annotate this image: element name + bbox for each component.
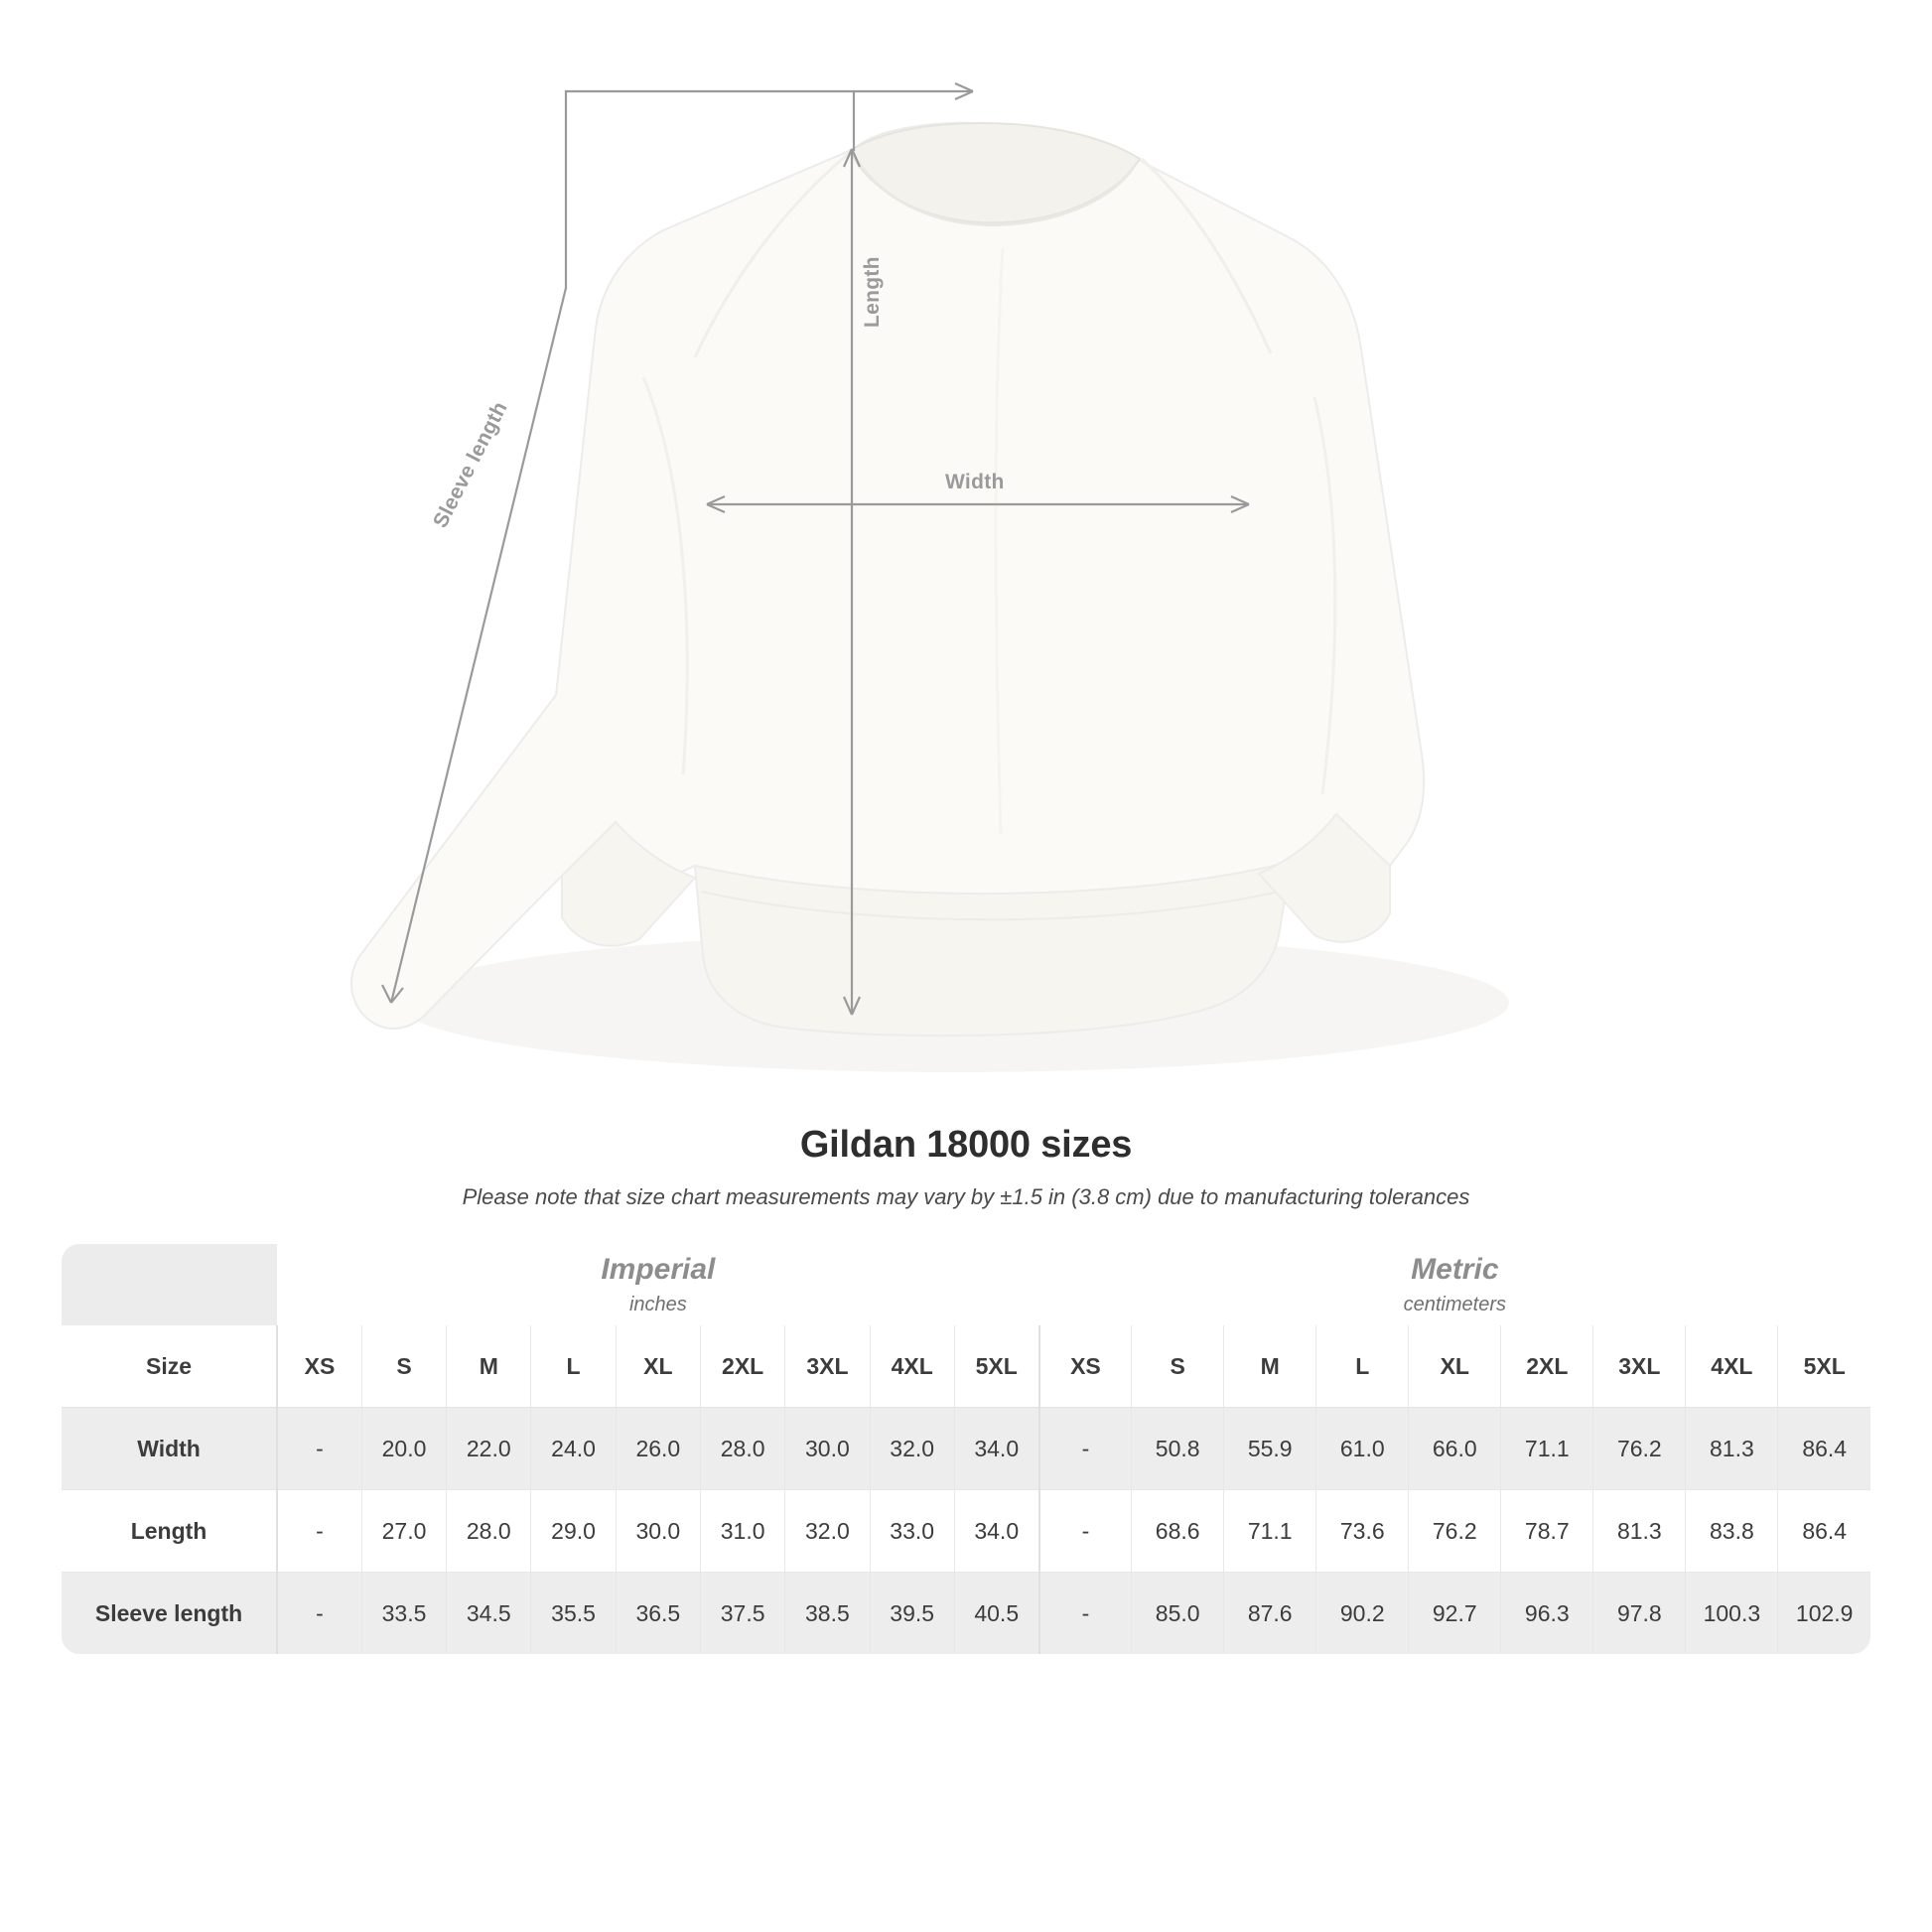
sleeve-imperial-m: 34.5: [447, 1573, 531, 1655]
length-metric-xs: -: [1039, 1490, 1132, 1573]
sleeve-metric-xs: -: [1039, 1573, 1132, 1655]
header-imperial-s: S: [361, 1325, 446, 1408]
length-metric-xl: 76.2: [1409, 1490, 1501, 1573]
sleeve-metric-xl: 92.7: [1409, 1573, 1501, 1655]
size-table-wrapper: [62, 1244, 1870, 1654]
size-table: [62, 1244, 1870, 1654]
sleeve-imperial-xs: -: [277, 1573, 361, 1655]
system-metric: [1039, 1244, 1870, 1325]
sleeve-metric-3xl: 97.8: [1593, 1573, 1686, 1655]
length-metric-3xl: 81.3: [1593, 1490, 1686, 1573]
width-imperial-m: 22.0: [447, 1408, 531, 1490]
width-metric-2xl: 71.1: [1501, 1408, 1593, 1490]
system-row-spacer: [62, 1244, 277, 1325]
page-title: Gildan 18000 sizes: [799, 1124, 1133, 1166]
table-row: [62, 1408, 1870, 1490]
length-imperial-m: 28.0: [447, 1490, 531, 1573]
width-imperial-4xl: 32.0: [870, 1408, 954, 1490]
sleeve-imperial-5xl: 40.5: [954, 1573, 1038, 1655]
sleeve-imperial-xl: 36.5: [616, 1573, 700, 1655]
sleeve-metric-m: 87.6: [1224, 1573, 1316, 1655]
header-metric-5xl: 5XL: [1778, 1325, 1870, 1408]
header-imperial-xs: XS: [277, 1325, 361, 1408]
length-dimension-label: Length: [861, 256, 884, 328]
sleeve-metric-4xl: 100.3: [1686, 1573, 1778, 1655]
row-label-length: Length: [62, 1490, 277, 1573]
header-imperial-l: L: [531, 1325, 616, 1408]
sleeve-metric-l: 90.2: [1316, 1573, 1409, 1655]
width-metric-xs: -: [1039, 1408, 1132, 1490]
width-metric-l: 61.0: [1316, 1408, 1409, 1490]
sleeve-metric-2xl: 96.3: [1501, 1573, 1593, 1655]
sleeve-imperial-3xl: 38.5: [785, 1573, 870, 1655]
system-imperial-name: Imperial: [601, 1253, 716, 1287]
header-imperial-5xl: 5XL: [954, 1325, 1038, 1408]
header-metric-xs: XS: [1039, 1325, 1132, 1408]
sleeve-imperial-l: 35.5: [531, 1573, 616, 1655]
width-metric-3xl: 76.2: [1593, 1408, 1686, 1490]
header-metric-s: S: [1132, 1325, 1224, 1408]
length-imperial-xl: 30.0: [616, 1490, 700, 1573]
header-imperial-2xl: 2XL: [700, 1325, 784, 1408]
sleeve-length-dimension-label: Sleeve length: [429, 397, 512, 532]
length-metric-l: 73.6: [1316, 1490, 1409, 1573]
header-imperial-4xl: 4XL: [870, 1325, 954, 1408]
length-metric-4xl: 83.8: [1686, 1490, 1778, 1573]
header-metric-xl: XL: [1409, 1325, 1501, 1408]
length-metric-5xl: 86.4: [1778, 1490, 1870, 1573]
width-imperial-xs: -: [277, 1408, 361, 1490]
length-imperial-s: 27.0: [361, 1490, 446, 1573]
row-label-sleeve-length: Sleeve length: [62, 1573, 277, 1655]
sleeve-imperial-s: 33.5: [361, 1573, 446, 1655]
width-dimension-label: Width: [945, 471, 1005, 493]
sleeve-metric-s: 85.0: [1132, 1573, 1224, 1655]
header-metric-m: M: [1224, 1325, 1316, 1408]
header-imperial-xl: XL: [616, 1325, 700, 1408]
header-metric-l: L: [1316, 1325, 1409, 1408]
tolerance-note: Please note that size chart measurements may vary by ±1.5 in (3.8 cm) due to manufacturing tolerances: [462, 1184, 1470, 1209]
length-imperial-4xl: 33.0: [870, 1490, 954, 1573]
header-imperial-m: M: [447, 1325, 531, 1408]
system-imperial: [277, 1244, 1039, 1325]
system-imperial-unit: inches: [628, 1293, 687, 1315]
sleeve-imperial-4xl: 39.5: [870, 1573, 954, 1655]
row-label-width: Width: [62, 1408, 277, 1490]
length-metric-s: 68.6: [1132, 1490, 1224, 1573]
length-imperial-2xl: 31.0: [700, 1490, 784, 1573]
width-metric-s: 50.8: [1132, 1408, 1224, 1490]
sleeve-imperial-2xl: 37.5: [700, 1573, 784, 1655]
width-imperial-s: 20.0: [361, 1408, 446, 1490]
title-block: [0, 1124, 1932, 1210]
width-metric-m: 55.9: [1224, 1408, 1316, 1490]
width-imperial-3xl: 30.0: [785, 1408, 870, 1490]
header-metric-4xl: 4XL: [1686, 1325, 1778, 1408]
system-metric-unit: centimeters: [1403, 1293, 1506, 1315]
width-metric-5xl: 86.4: [1778, 1408, 1870, 1490]
table-row: [62, 1573, 1870, 1655]
length-imperial-5xl: 34.0: [954, 1490, 1038, 1573]
table-row: [62, 1490, 1870, 1573]
measurement-system-row: [62, 1244, 1870, 1325]
width-metric-xl: 66.0: [1409, 1408, 1501, 1490]
system-metric-name: Metric: [1411, 1253, 1499, 1287]
length-imperial-l: 29.0: [531, 1490, 616, 1573]
header-metric-2xl: 2XL: [1501, 1325, 1593, 1408]
header-imperial-3xl: 3XL: [785, 1325, 870, 1408]
length-metric-2xl: 78.7: [1501, 1490, 1593, 1573]
length-metric-m: 71.1: [1224, 1490, 1316, 1573]
length-imperial-3xl: 32.0: [785, 1490, 870, 1573]
width-imperial-5xl: 34.0: [954, 1408, 1038, 1490]
sweatshirt-shape: [351, 123, 1424, 1035]
header-metric-3xl: 3XL: [1593, 1325, 1686, 1408]
width-imperial-xl: 26.0: [616, 1408, 700, 1490]
length-imperial-xs: -: [277, 1490, 361, 1573]
width-metric-4xl: 81.3: [1686, 1408, 1778, 1490]
size-header-row: [62, 1325, 1870, 1408]
sleeve-metric-5xl: 102.9: [1778, 1573, 1870, 1655]
size-header-label: Size: [62, 1325, 277, 1408]
width-imperial-l: 24.0: [531, 1408, 616, 1490]
width-imperial-2xl: 28.0: [700, 1408, 784, 1490]
